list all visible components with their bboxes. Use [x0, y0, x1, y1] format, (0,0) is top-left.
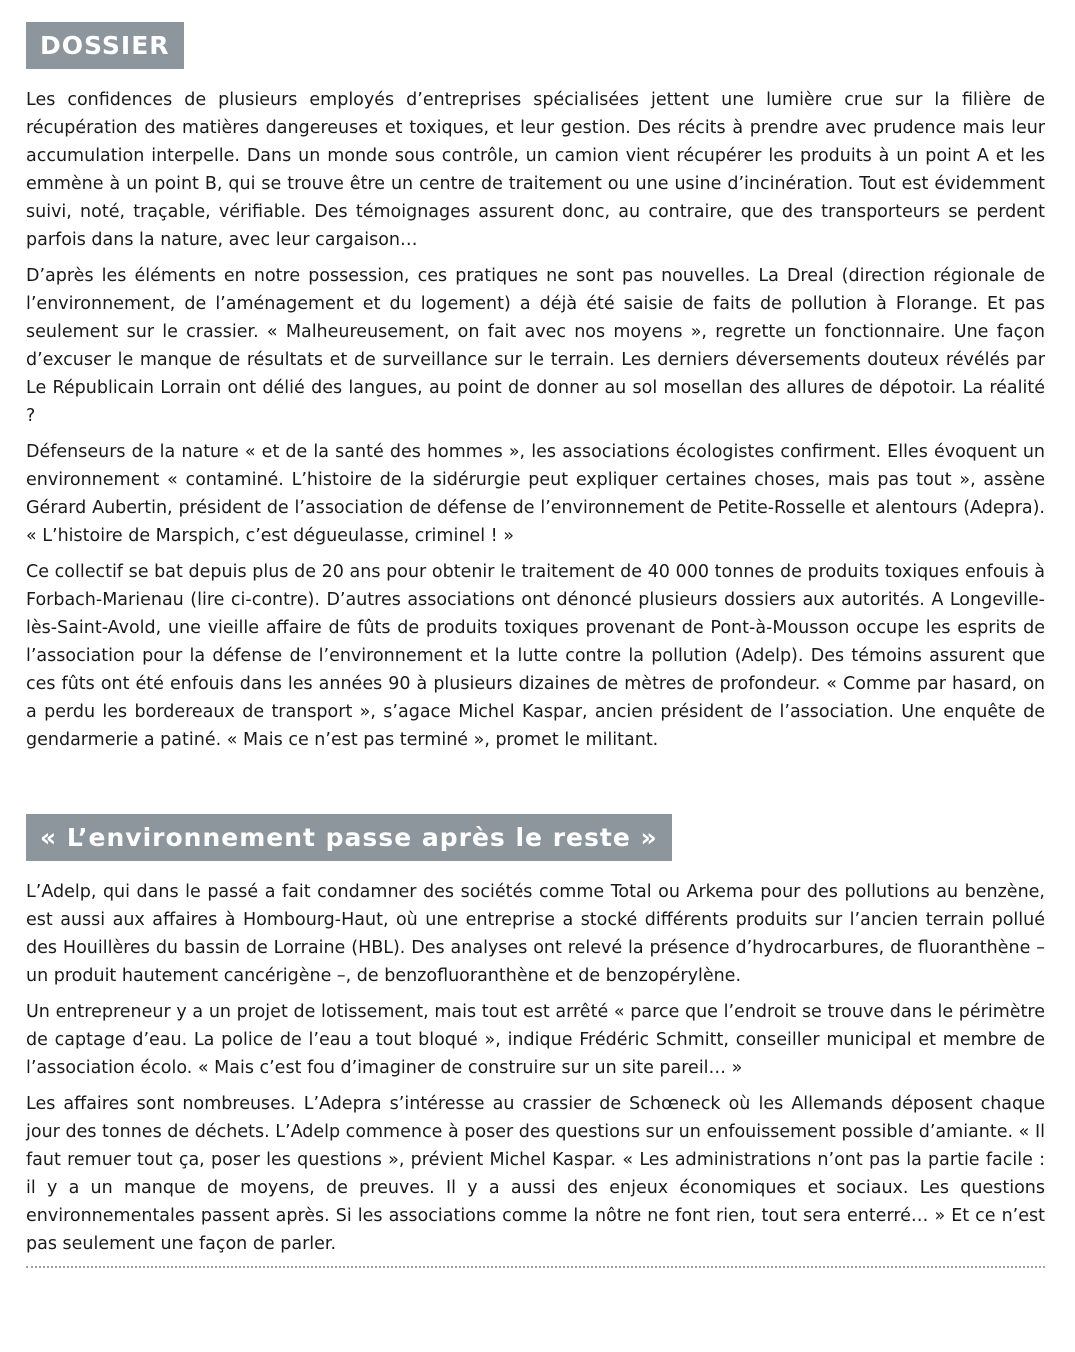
- section-header-dossier: DOSSIER: [26, 22, 184, 69]
- paragraph: Les confidences de plusieurs employés d’entreprises spécialisées jettent une lumière crue sur la filière de récupération des matières dangereuses et toxiques, et leur gestion. Des récits à prendre avec prudence mais leur accumulation interpelle. Dans un monde sous contrôle, un camion vient récupérer les produits à un point A et les emmène à un point B, qui se trouve être un centre de traitement ou une usine d’incinération. Tout est évidemment suivi, noté, traçable, vérifiable. Des témoignages assurent donc, au contraire, que des transporteurs se perdent parfois dans la nature, avec leur cargaison…: [26, 90, 1045, 250]
- section-header-environnement: « L’environnement passe après le reste »: [26, 814, 672, 861]
- paragraph: L’Adelp, qui dans le passé a fait condamner des sociétés comme Total ou Arkema pour des pollutions au benzène, est aussi aux affaires à Hombourg-Haut, où une entreprise a stocké différents produits sur l’ancien terrain pollué des Houillères du bassin de Lorraine (HBL). Des analyses ont relevé la présence d’hydrocarbures, de fluoranthène – un produit hautement cancérigène –, de benzofluoranthène et de benzopérylène.: [26, 882, 1045, 986]
- paragraph: Un entrepreneur y a un projet de lotissement, mais tout est arrêté « parce que l’endroit se trouve dans le périmètre de captage d’eau. La police de l’eau a tout bloqué », indique Frédéric Schmitt, conseiller municipal et membre de l’association écolo. « Mais c’est fou d’imaginer de construire sur un site pareil… »: [26, 1002, 1045, 1078]
- paragraph: Défenseurs de la nature « et de la santé des hommes », les associations écologistes confirment. Elles évoquent un environnement « contaminé. L’histoire de la sidérurgie peut expliquer certaines choses, mais pas tout », assène Gérard Aubertin, président de l’association de défense de l’environnement de Petite-Rosselle et alentours (Adepra). « L’histoire de Marspich, c’est dégueulasse, criminel ! »: [26, 442, 1045, 546]
- paragraph: D’après les éléments en notre possession, ces pratiques ne sont pas nouvelles. La Dreal (direction régionale de l’environnement, de l’aménagement et du logement) a déjà été saisie de faits de pollution à Florange. Et pas seulement sur le crassier. « Malheureusement, on fait avec nos moyens », regrette un fonctionnaire. Une façon d’excuser le manque de résultats et de surveillance sur le terrain. Les derniers déversements douteux révélés par Le Républicain Lorrain ont délié des langues, au point de donner au sol mosellan des allures de dépotoir. La réalité ?: [26, 266, 1045, 426]
- article: [26, 22, 1045, 1268]
- dossier-section: [26, 22, 1045, 754]
- environnement-section: [26, 814, 1045, 1258]
- paragraph: Ce collectif se bat depuis plus de 20 ans pour obtenir le traitement de 40 000 tonnes de produits toxiques enfouis à Forbach-Marienau (lire ci-contre). D’autres associations ont dénoncé plusieurs dossiers aux autorités. A Longeville-lès-Saint-Avold, une vieille affaire de fûts de produits toxiques provenant de Pont-à-Mousson occupe les esprits de l’association pour la défense de l’environnement et la lutte contre la pollution (Adelp). Des témoins assurent que ces fûts ont été enfouis dans les années 90 à plusieurs dizaines de mètres de profondeur. « Comme par hasard, on a perdu les bordereaux de transport », s’agace Michel Kaspar, ancien président de l’association. Une enquête de gendarmerie a patiné. « Mais ce n’est pas terminé », promet le militant.: [26, 562, 1045, 750]
- paragraph: Les affaires sont nombreuses. L’Adepra s’intéresse au crassier de Schœneck où les Allemands déposent chaque jour des tonnes de déchets. L’Adelp commence à poser des questions sur un enfouissement possible d’amiante. « Il faut remuer tout ça, poser les questions », prévient Michel Kaspar. « Les administrations n’ont pas la partie facile : il y a un manque de moyens, de preuves. Il y a aussi des enjeux économiques et sociaux. Les questions environnementales passent après. Si les associations comme la nôtre ne font rien, tout sera enterré… » Et ce n’est pas seulement une façon de parler.: [26, 1094, 1045, 1254]
- dotted-divider: [26, 1266, 1045, 1268]
